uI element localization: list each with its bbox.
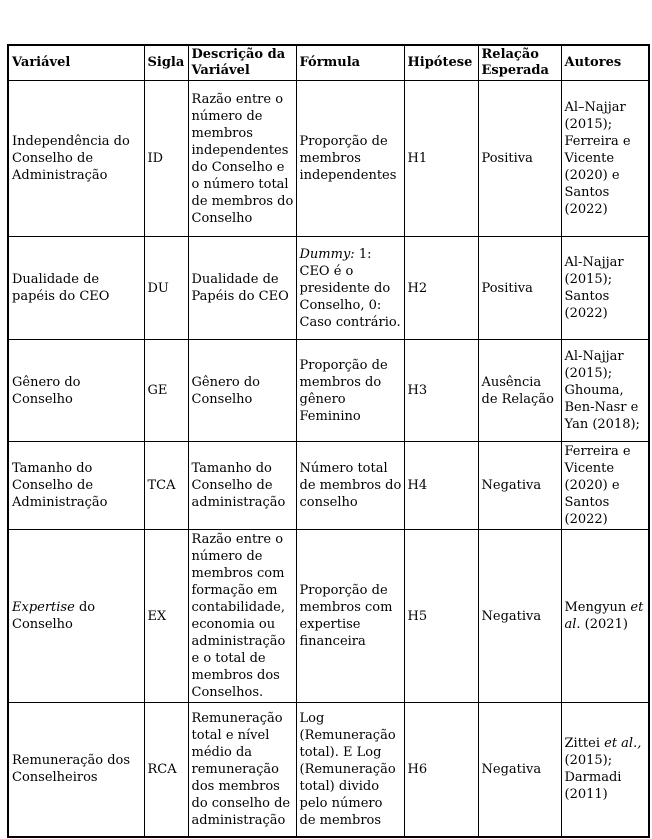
text: Proporção de membros independentes	[299, 134, 397, 183]
text: Dualidade de Papéis do CEO	[191, 272, 289, 304]
italic-text: Expertise	[12, 600, 75, 615]
text: Dualidade de papéis do CEO	[12, 272, 110, 304]
cell-descricao	[188, 237, 296, 340]
text: Remuneração dos Conselheiros	[12, 753, 131, 786]
cell-relacao-esperada	[478, 237, 561, 340]
text: H5	[407, 608, 428, 624]
text: (2015); Darmadi (2011)	[564, 753, 622, 803]
cell-autores	[561, 237, 649, 340]
column-header-descricao: Descrição da Variável	[188, 45, 296, 81]
text: Número total de membros do conselho	[299, 461, 402, 510]
cell-sigla	[144, 703, 188, 837]
text: Razão entre o número de membros com formação em contabilidade, economia ou administração e o total de membros dos Conselhos.	[191, 532, 286, 700]
text: H6	[407, 761, 428, 777]
cell-formula	[296, 530, 404, 703]
text: H3	[407, 383, 428, 398]
text: Proporção de membros com expertise financeira	[299, 583, 393, 649]
text: Log (Remuneração total). E Log (Remuneração total) divido pelo número de membros	[299, 710, 396, 828]
text: H2	[407, 280, 428, 296]
text: Ferreira e Vicente (2020) e Santos (2022)	[564, 444, 631, 527]
cell-formula	[296, 442, 404, 530]
cell-relacao-esperada	[478, 442, 561, 530]
cell-sigla	[144, 81, 188, 237]
cell-variavel	[8, 237, 144, 340]
text: (2021)	[580, 617, 628, 632]
cell-descricao	[188, 442, 296, 530]
cell-hipotese	[404, 530, 478, 703]
text: Negativa	[481, 478, 542, 493]
text: EX	[147, 608, 167, 624]
cell-variavel	[8, 340, 144, 442]
cell-descricao	[188, 530, 296, 703]
cell-variavel	[8, 442, 144, 530]
table-row	[8, 340, 649, 442]
cell-autores	[561, 442, 649, 530]
text: Negativa	[481, 761, 542, 777]
cell-relacao-esperada	[478, 530, 561, 703]
text: RCA	[147, 761, 177, 777]
italic-text: et al.,	[604, 736, 642, 752]
text: Proporção de membros do gênero Feminino	[299, 357, 388, 424]
table-row	[8, 530, 649, 703]
text: Razão entre o número de membros independentes do Conselho e o número total de membros do Conselho	[191, 91, 294, 226]
cell-hipotese	[404, 340, 478, 442]
cell-descricao	[188, 703, 296, 837]
italic-text: et al.	[564, 600, 644, 632]
cell-hipotese	[404, 81, 478, 237]
text: do Conselho	[12, 600, 96, 632]
text: Al–Najjar (2015); Ferreira e Vicente (2020) e Santos (2022)	[564, 100, 631, 217]
text: Gênero do Conselho	[12, 374, 81, 407]
table-row	[8, 237, 649, 340]
text: ID	[147, 151, 164, 166]
text: GE	[147, 383, 168, 398]
cell-sigla	[144, 530, 188, 703]
text: Tamanho do Conselho de Administração	[12, 461, 108, 510]
cell-formula	[296, 81, 404, 237]
column-header-variavel: Variável	[8, 45, 144, 81]
text: Independência do Conselho de Administração	[12, 134, 130, 183]
text: Al-Najjar (2015); Ghouma, Ben-Nasr e Yan (2018);	[564, 349, 640, 432]
cell-autores	[561, 81, 649, 237]
table-row	[8, 703, 649, 837]
cell-hipotese	[404, 237, 478, 340]
text: Positiva	[481, 280, 533, 296]
cell-hipotese	[404, 703, 478, 837]
cell-variavel	[8, 81, 144, 237]
italic-text: Dummy:	[299, 246, 355, 262]
column-header-relacao-esperada: Relação Esperada	[478, 45, 561, 81]
text: 1: CEO é o presidente do Conselho, 0: Caso contrário.	[299, 246, 401, 330]
text: Al-Najjar (2015); Santos (2022)	[564, 255, 624, 321]
column-header-sigla: Sigla	[144, 45, 188, 81]
text: Tamanho do Conselho de administração	[191, 461, 286, 510]
cell-variavel	[8, 703, 144, 837]
text: Mengyun	[564, 600, 631, 615]
text: Gênero do Conselho	[191, 374, 260, 407]
text: TCA	[147, 478, 176, 493]
text: Positiva	[481, 151, 533, 166]
table-header-row	[8, 45, 649, 81]
cell-formula	[296, 340, 404, 442]
cell-formula	[296, 237, 404, 340]
column-header-formula: Fórmula	[296, 45, 404, 81]
text: DU	[147, 280, 169, 296]
cell-descricao	[188, 81, 296, 237]
text: Ausência de Relação	[481, 374, 554, 407]
cell-descricao	[188, 340, 296, 442]
cell-sigla	[144, 442, 188, 530]
cell-autores	[561, 340, 649, 442]
cell-formula	[296, 703, 404, 837]
cell-relacao-esperada	[478, 81, 561, 237]
table-row	[8, 81, 649, 237]
column-header-hipotese: Hipótese	[404, 45, 478, 81]
cell-hipotese	[404, 442, 478, 530]
table-body	[8, 81, 649, 837]
text: Negativa	[481, 608, 542, 624]
cell-relacao-esperada	[478, 703, 561, 837]
cell-relacao-esperada	[478, 340, 561, 442]
cell-variavel	[8, 530, 144, 703]
cell-autores	[561, 703, 649, 837]
column-header-autores: Autores	[561, 45, 649, 81]
cell-sigla	[144, 237, 188, 340]
cell-sigla	[144, 340, 188, 442]
text: H1	[407, 151, 428, 166]
variables-table	[7, 44, 650, 838]
text: Zittei	[564, 736, 605, 752]
text: H4	[407, 478, 428, 493]
text: Remuneração total e nível médio da remuneração dos membros do conselho de administração	[191, 710, 291, 828]
cell-autores	[561, 530, 649, 703]
table-row	[8, 442, 649, 530]
